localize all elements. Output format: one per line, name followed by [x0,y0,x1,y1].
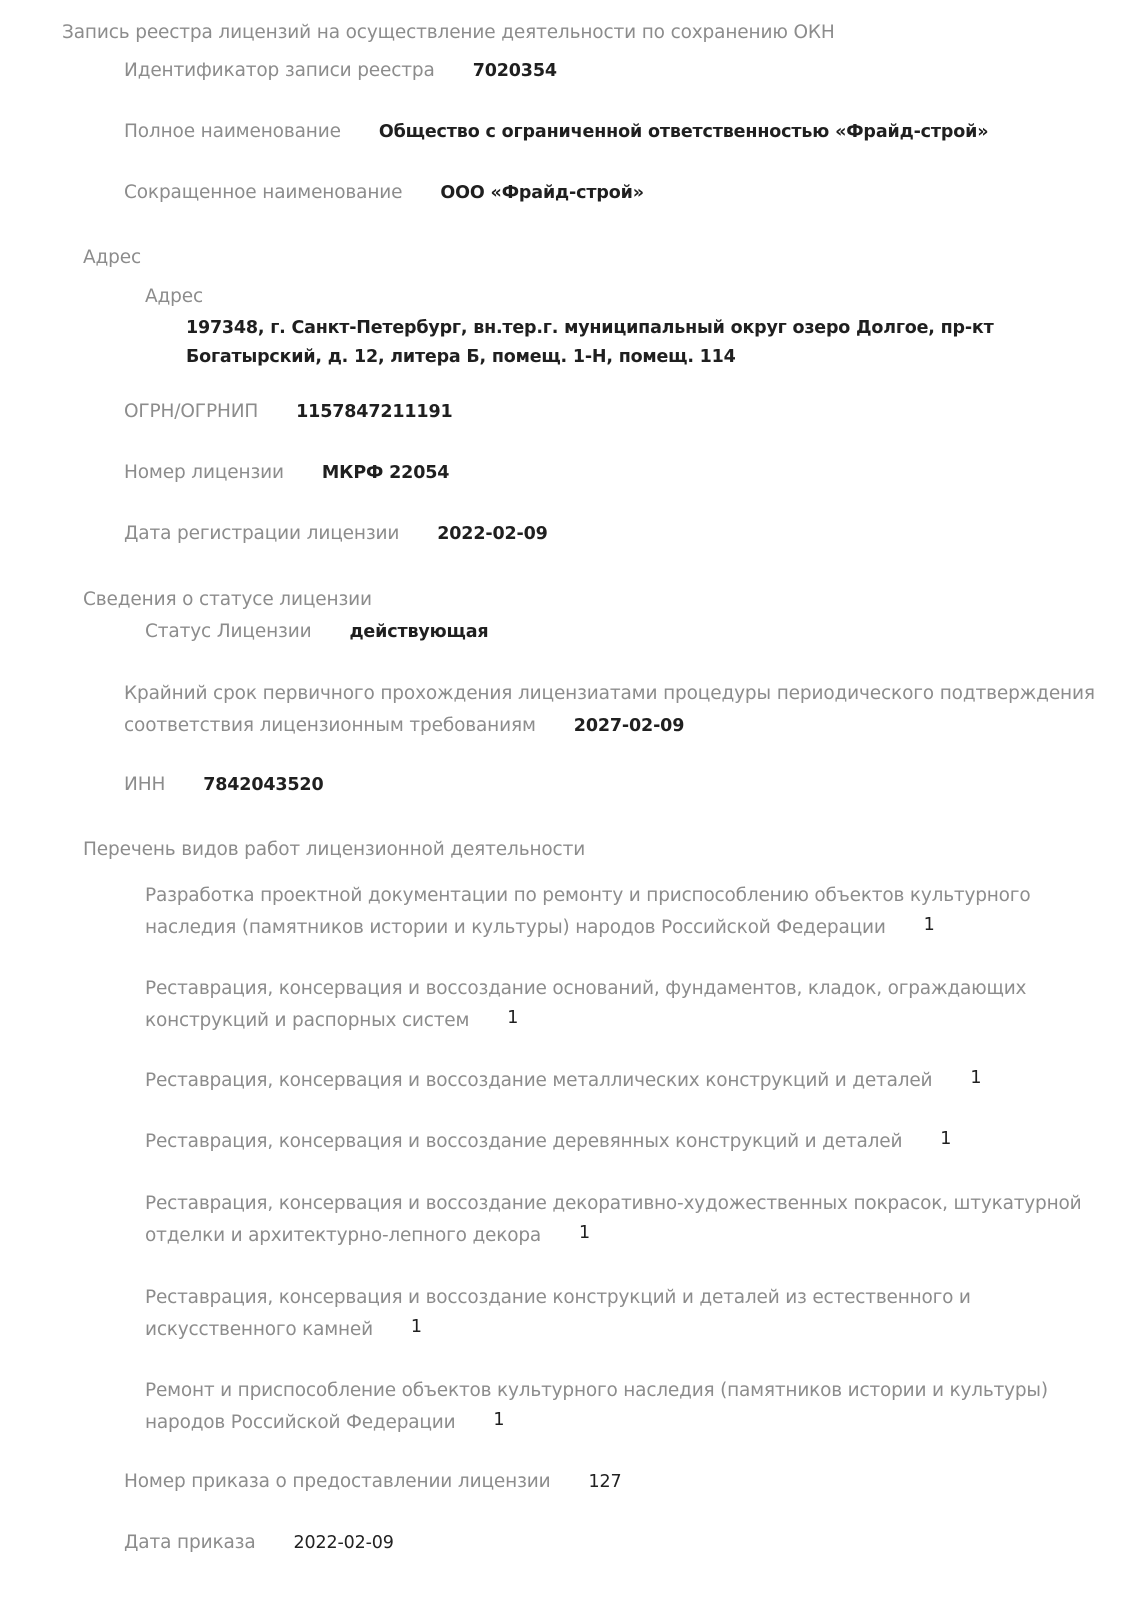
work-item [145,1282,1091,1346]
work-item-value: 1 [970,1068,982,1088]
registry-id-label: Идентификатор записи реестра [124,60,435,81]
work-item-label: Реставрация, консервация и воссоздание оснований, фундаментов, кладок, ограждающих конструкций и распорных систем [145,978,1027,1031]
license-reg-date-row [124,518,1101,550]
work-item [145,1188,1091,1252]
registry-id-value: 7020354 [472,61,557,81]
address-value: 197348, г. Санкт-Петербург, вн.тер.г. муниципальный округ озеро Долгое, пр-кт Богатырский, д. 12, литера Б, помещ. 1-Н, помещ. 114 [186,318,994,367]
work-item-label: Реставрация, консервация и воссоздание декоративно-художественных покрасок, штукатурной отделки и архитектурно-лепного декора [145,1193,1082,1246]
full-name-row [124,116,1101,148]
work-item-value: 1 [579,1223,590,1243]
work-item-label: Ремонт и приспособление объектов культурного наследия (памятников истории и культуры) народов Российской Федерации [145,1380,1048,1433]
order-date-value: 2022-02-09 [293,1533,394,1553]
short-name-row [124,177,1101,209]
license-status-label: Статус Лицензии [145,621,312,642]
works-section-heading: Перечень видов работ лицензионной деятельности [83,839,586,860]
order-date-label: Дата приказа [124,1532,256,1553]
work-item-value: 1 [940,1129,952,1149]
work-item [145,1126,1091,1158]
inn-value: 7842043520 [203,775,324,795]
work-item-label: Реставрация, консервация и воссоздание деревянных конструкций и деталей [145,1131,903,1152]
registry-id-row [124,55,1101,87]
license-reg-date-value: 2022-02-09 [437,524,548,544]
status-section-heading: Сведения о статусе лицензии [83,589,372,610]
address-section-heading: Адрес [83,247,141,268]
license-number-row [124,457,1101,489]
license-number-label: Номер лицензии [124,462,284,483]
order-date-row [124,1527,1101,1559]
work-item-value: 1 [507,1008,519,1028]
work-item [145,1375,1091,1439]
ogrn-row [124,396,1101,428]
deadline-row [124,678,1101,742]
order-number-label: Номер приказа о предоставлении лицензии [124,1471,551,1492]
work-item [145,1065,1091,1097]
work-item-label: Реставрация, консервация и воссоздание конструкций и деталей из естественного и искусственного камней [145,1287,971,1340]
ogrn-label: ОГРН/ОГРНИП [124,401,259,422]
address-label: Адрес [145,286,203,307]
deadline-value: 2027-02-09 [573,716,685,736]
work-item-value: 1 [493,1410,505,1430]
work-item-value: 1 [923,915,935,935]
work-item [145,880,1091,944]
work-item [145,973,1091,1037]
page-title: Запись реестра лицензий на осуществление деятельности по сохранению ОКН [62,22,835,43]
license-reg-date-label: Дата регистрации лицензии [124,523,400,544]
work-item-value: 1 [410,1317,422,1337]
full-name-value: Общество с ограниченной ответственностью «Фрайд-строй» [378,122,989,142]
license-status-value: действующая [349,622,489,642]
short-name-label: Сокращенное наименование [124,182,403,203]
work-item-label: Разработка проектной документации по ремонту и приспособлению объектов культурного наследия (памятников истории и культуры) народов Российской Федерации [145,885,1031,938]
license-number-value: МКРФ 22054 [321,463,450,483]
ogrn-value: 1157847211191 [296,402,453,422]
order-number-row [124,1466,1101,1498]
inn-label: ИНН [124,774,166,795]
work-item-label: Реставрация, консервация и воссоздание металлических конструкций и деталей [145,1070,933,1091]
deadline-label: Крайний срок первичного прохождения лицензиатами процедуры периодического подтверждения соответствия лицензионным требованиям [124,683,1095,736]
inn-row [124,769,1101,801]
full-name-label: Полное наименование [124,121,341,142]
short-name-value: ООО «Фрайд-строй» [440,183,644,203]
order-number-value: 127 [588,1472,622,1492]
license-status-row [145,616,1101,648]
